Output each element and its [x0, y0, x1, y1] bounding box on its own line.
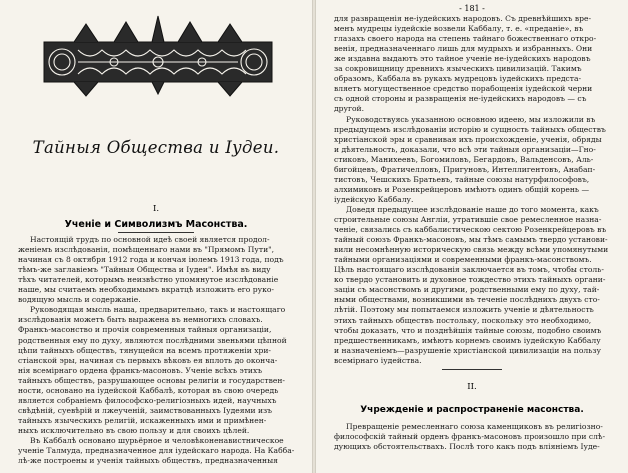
- text-line: тайными организаціями и современными франкъ-масонствомъ.: [334, 255, 592, 265]
- book-title: Тайныя Общества и Іудеи.: [32, 138, 280, 157]
- text-line: является собраніемъ философско-религіозныхъ идей, научныхъ: [18, 395, 277, 405]
- text-line: Въ Каббалѣ основано шурьёрное и человѣконенавистническое: [30, 436, 284, 445]
- section-2-number: II.: [467, 382, 477, 392]
- text-line: родственныя ему по духу, являются послѣдними звеньями цѣпной: [18, 335, 287, 345]
- text-line: за сокровищницу древнихъ языческихъ цивилизацій. Такимъ: [334, 64, 582, 74]
- text-line: глазахъ своего народа на степень тайнаго божественнаго откро-: [334, 34, 597, 44]
- text-line: Доведя предыдущее изслѣдованіе наше до того момента, какъ: [346, 204, 599, 214]
- decorative-headpiece-ornament: [34, 14, 282, 98]
- text-line: для развращенія не-іудейскихъ народовъ. Съ древнѣйшихъ вре-: [334, 14, 592, 23]
- text-line: менъ мудрецы іудейскіе возвели Каббалу, т. е. «преданіе», въ: [334, 24, 584, 34]
- text-line: алхимиковъ и Розенкрейцеровъ имѣютъ одинъ общій корень —: [334, 184, 590, 194]
- text-line: ученіе Талмуда, предназначенное для іудейскаго народа. На Кабба-: [18, 446, 294, 456]
- text-line: стіанской эры, начиная съ первыхъ вѣковъ ея вплоть до оконча-: [18, 355, 278, 365]
- text-line: ченіе, связались съ каббалистическою сектою Розенкрейцеровъ въ: [334, 225, 607, 235]
- text-line: философскій тайный орденъ франкъ-масоновъ произошло при слѣ-: [334, 432, 606, 442]
- text-line: вляетъ могущественное средство порабощенія іудейской черни: [334, 84, 593, 94]
- text-line: Руководствуясь указанною основною идеею, мы изложили въ: [346, 114, 596, 124]
- text-line: изслѣдованія можетъ быть выражена въ немногихъ словахъ.: [18, 315, 263, 325]
- text-line: Руководящая мысль наша, предварительно, такъ и настоящаго: [30, 305, 286, 315]
- heading-underline: [118, 232, 194, 233]
- text-line: наше, мы считаемъ необходимымъ вкратцѣ изложить его руко-: [18, 285, 274, 295]
- text-line: тайныхъ обществъ, разрушающее основы религіи и государствен-: [18, 375, 286, 385]
- text-line: образомъ, Каббала въ рукахъ мудрецовъ іудейскихъ предста-: [334, 74, 582, 84]
- text-line: женіемъ изслѣдованія, помѣщеннаго нами въ "Прямомъ Пути",: [18, 245, 275, 255]
- text-line: венія, предназначеннаго лишь для мудрыхъ и избранныхъ. Они: [334, 44, 593, 54]
- text-line: другой.: [334, 104, 365, 114]
- text-line: строительные союзы Англіи, утратившіе свое ремесленное назна-: [334, 215, 602, 224]
- text-line: нія всемірнаго ордена франкъ-масоновъ. Ученіе всѣхъ этихъ: [18, 365, 263, 375]
- text-line: заціи съ масонствомъ и другими, родственными ему по духу, тай-: [334, 285, 600, 295]
- text-line: вили несомнѣнную историческую связь между всѣми упомянутыми: [334, 245, 609, 255]
- text-line: ныхъ исключительно въ свою пользу и для своихъ цѣлей.: [18, 425, 250, 435]
- text-line: христіанской эры и сравнивая ихъ происхожденіе, ученія, обряды: [334, 134, 602, 144]
- text-line: водящую мысль и содержаніе.: [18, 295, 141, 305]
- text-line: ными обществами, возникшими въ теченіе послѣднихъ двухъ сто-: [334, 295, 600, 305]
- section-divider: [442, 369, 502, 370]
- text-line: чтобы доказать, что и позднѣйшія тайные союзы, подобно своимъ: [334, 325, 602, 335]
- text-line: предшественникамъ, имѣютъ корнемъ своимъ іудейскую Каббалу: [334, 335, 601, 345]
- text-line: лѣ-же построены и ученія тайныхъ обществъ, предназначенныя: [18, 456, 278, 466]
- text-line: ности, основано на іудейской Каббалѣ, которая въ свою очередь: [18, 385, 279, 395]
- text-line: съ одной стороны и развращенія не-іудейскихъ народовъ — съ: [334, 94, 587, 104]
- text-line: этихъ тайныхъ обществъ постольку, поскольку это необходимо,: [334, 315, 592, 325]
- text-line: цѣпи тайныхъ обществъ, тянущейся на всемъ протяженіи хри-: [18, 345, 271, 355]
- text-line: ко твердо установить и духовное тождество этихъ тайныхъ органи-: [334, 275, 606, 285]
- text-line: Настоящій трудъ по основной идеѣ своей является продол-: [30, 235, 270, 244]
- text-line: предыдущемъ изслѣдованіи исторію и сущность тайныхъ обществъ: [334, 124, 606, 134]
- section-2-heading: Учрежденіе и распространеніе масонства.: [360, 405, 584, 415]
- text-line: лѣтій. Поэтому мы попытаемся изложить ученіе и дѣятельность: [334, 305, 594, 315]
- text-line: Франкъ-масонство и прочія современныя тайныя организаціи,: [18, 325, 272, 335]
- text-line: начиная съ 8 октября 1912 года и кончая іюлемъ 1913 года, подъ: [18, 255, 284, 265]
- text-line: бигойцевъ, Фратичелловъ, Пригуновъ, Интеллигентовъ, Анабап-: [334, 164, 596, 174]
- page-number: - 181 -: [459, 4, 485, 13]
- text-line: тистовъ, Чешскихъ Братьевъ, тайные союзы натурфилософовъ,: [334, 174, 590, 184]
- text-line: и назначеніемъ—разрушеніе христіанской цивилизаціи на пользу: [334, 345, 601, 355]
- text-line: стиковъ, Манихеевъ, Богомиловъ, Бегардовъ, Вальденсовъ, Аль-: [334, 154, 594, 164]
- text-line: и дѣятельность, доказали, что всѣ эти тайныя организаціи—Гно-: [334, 144, 596, 154]
- text-line: дующихъ обстоятельствахъ. Послѣ того какъ подъ вліяніемъ Іуде-: [334, 442, 600, 452]
- text-line: тѣмъ-же заглавіемъ "Тайныя Общества и Іудеи". Имѣя въ виду: [18, 265, 271, 275]
- text-line: Цѣль настоящаго изслѣдованія заключается въ томъ, чтобы столь-: [334, 265, 604, 275]
- right-page: [316, 0, 628, 473]
- text-line: Превращеніе ремесленнаго союза каменщиковъ въ религіозно-: [346, 422, 603, 431]
- text-line: тайныхъ языческихъ религій, искаженныхъ ими и примѣнен-: [18, 415, 267, 425]
- text-line: тѣхъ читателей, которымъ неизвѣстно упомянутое изслѣдованіе: [18, 275, 279, 285]
- chapter-number: I.: [152, 204, 160, 214]
- text-line: тайный союзъ Франкъ-масоновъ, мы тѣмъ самымъ твердо установи-: [334, 235, 608, 245]
- text-line: же издавна выдаютъ это тайное ученіе не-іудейскихъ народовъ: [334, 54, 591, 64]
- left-page: [0, 0, 312, 473]
- text-line: всемірнаго іудейства.: [334, 355, 422, 365]
- text-line: іудейскую Каббалу.: [334, 194, 414, 204]
- chapter-heading: Ученіе и Символизмъ Масонства.: [64, 219, 248, 230]
- text-line: свѣдѣній, суевѣрій и лжеученій, заимствованныхъ Іудеями изъ: [18, 405, 272, 415]
